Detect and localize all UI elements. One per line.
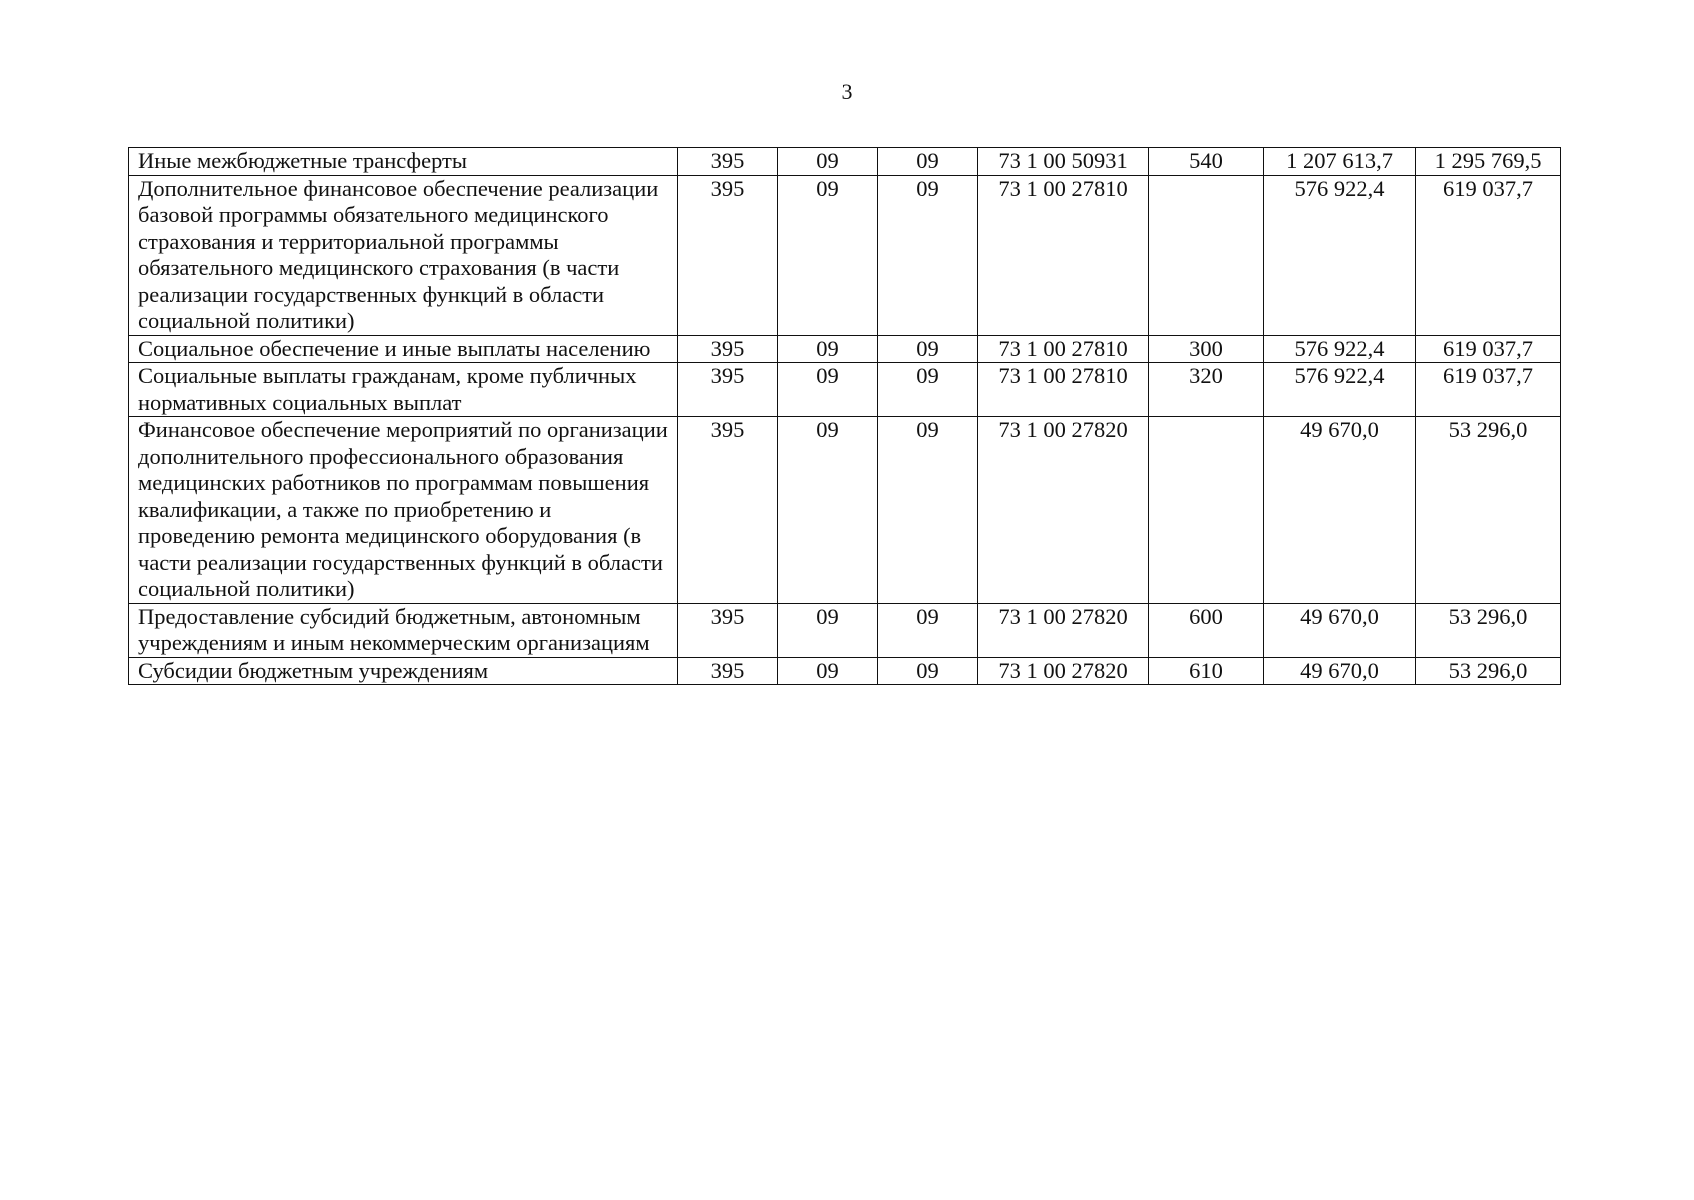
table-row xyxy=(129,417,1561,604)
target-article-cell: 73 1 00 27810 xyxy=(978,335,1149,363)
row-name-cell: Финансовое обеспечение мероприятий по организации дополнительного профессионального образования медицинских работников по программам повышения квалификации, а также по приобретению и проведению ремонта медицинского оборудования (в части реализации государственных функций в области социальной политики) xyxy=(129,417,678,604)
section-code-cell: 09 xyxy=(778,175,878,335)
subsection-code-cell: 09 xyxy=(878,148,978,176)
subsection-code-cell: 09 xyxy=(878,335,978,363)
amount-year-1-cell: 576 922,4 xyxy=(1264,335,1416,363)
ministry-code-cell: 395 xyxy=(678,148,778,176)
amount-year-1-cell: 49 670,0 xyxy=(1264,603,1416,657)
expense-type-cell: 540 xyxy=(1149,148,1264,176)
amount-year-1-cell: 49 670,0 xyxy=(1264,657,1416,685)
amount-year-2-cell: 1 295 769,5 xyxy=(1416,148,1561,176)
expense-type-cell: 300 xyxy=(1149,335,1264,363)
target-article-cell: 73 1 00 27810 xyxy=(978,175,1149,335)
amount-year-1-cell: 576 922,4 xyxy=(1264,175,1416,335)
section-code-cell: 09 xyxy=(778,417,878,604)
amount-year-2-cell: 619 037,7 xyxy=(1416,175,1561,335)
budget-table xyxy=(128,147,1561,685)
ministry-code-cell: 395 xyxy=(678,603,778,657)
ministry-code-cell: 395 xyxy=(678,175,778,335)
table-row xyxy=(129,335,1561,363)
section-code-cell: 09 xyxy=(778,363,878,417)
ministry-code-cell: 395 xyxy=(678,417,778,604)
ministry-code-cell: 395 xyxy=(678,363,778,417)
target-article-cell: 73 1 00 27820 xyxy=(978,603,1149,657)
table-row xyxy=(129,603,1561,657)
amount-year-1-cell: 49 670,0 xyxy=(1264,417,1416,604)
table-body xyxy=(129,148,1561,685)
expense-type-cell: 600 xyxy=(1149,603,1264,657)
amount-year-2-cell: 53 296,0 xyxy=(1416,417,1561,604)
amount-year-2-cell: 53 296,0 xyxy=(1416,603,1561,657)
target-article-cell: 73 1 00 50931 xyxy=(978,148,1149,176)
expense-type-cell xyxy=(1149,417,1264,604)
row-name-cell: Дополнительное финансовое обеспечение реализации базовой программы обязательного медицинского страхования и территориальной программы обязательного медицинского страхования (в части реализации государственных функций в области социальной политики) xyxy=(129,175,678,335)
expense-type-cell: 610 xyxy=(1149,657,1264,685)
row-name-cell: Социальное обеспечение и иные выплаты населению xyxy=(129,335,678,363)
subsection-code-cell: 09 xyxy=(878,603,978,657)
amount-year-1-cell: 576 922,4 xyxy=(1264,363,1416,417)
table-row xyxy=(129,363,1561,417)
ministry-code-cell: 395 xyxy=(678,657,778,685)
subsection-code-cell: 09 xyxy=(878,363,978,417)
table-row xyxy=(129,148,1561,176)
row-name-cell: Иные межбюджетные трансферты xyxy=(129,148,678,176)
section-code-cell: 09 xyxy=(778,148,878,176)
row-name-cell: Предоставление субсидий бюджетным, автономным учреждениям и иным некоммерческим организациям xyxy=(129,603,678,657)
target-article-cell: 73 1 00 27810 xyxy=(978,363,1149,417)
target-article-cell: 73 1 00 27820 xyxy=(978,417,1149,604)
amount-year-2-cell: 619 037,7 xyxy=(1416,363,1561,417)
table-row xyxy=(129,175,1561,335)
row-name-cell: Субсидии бюджетным учреждениям xyxy=(129,657,678,685)
row-name-cell: Социальные выплаты гражданам, кроме публичных нормативных социальных выплат xyxy=(129,363,678,417)
subsection-code-cell: 09 xyxy=(878,657,978,685)
section-code-cell: 09 xyxy=(778,335,878,363)
amount-year-1-cell: 1 207 613,7 xyxy=(1264,148,1416,176)
amount-year-2-cell: 53 296,0 xyxy=(1416,657,1561,685)
target-article-cell: 73 1 00 27820 xyxy=(978,657,1149,685)
page-number: 3 xyxy=(841,79,853,104)
subsection-code-cell: 09 xyxy=(878,175,978,335)
ministry-code-cell: 395 xyxy=(678,335,778,363)
section-code-cell: 09 xyxy=(778,603,878,657)
expense-type-cell: 320 xyxy=(1149,363,1264,417)
amount-year-2-cell: 619 037,7 xyxy=(1416,335,1561,363)
subsection-code-cell: 09 xyxy=(878,417,978,604)
table-row xyxy=(129,657,1561,685)
expense-type-cell xyxy=(1149,175,1264,335)
section-code-cell: 09 xyxy=(778,657,878,685)
